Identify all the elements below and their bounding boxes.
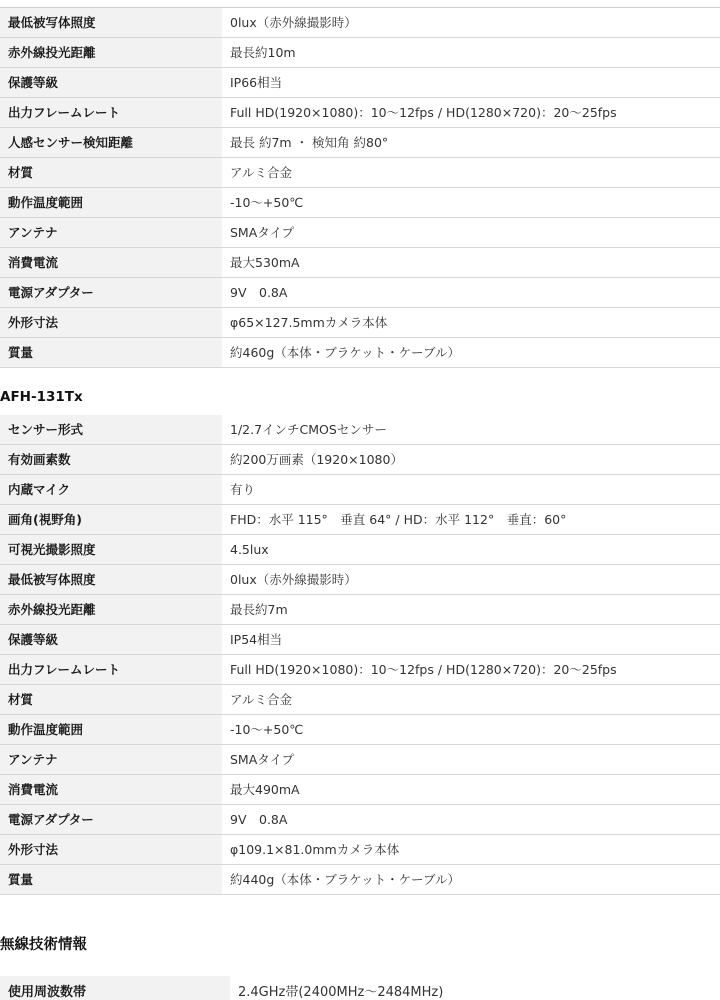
spec-value: 最大530mA [222,248,720,278]
table-row [0,38,720,68]
model-heading: AFH-131Tx [0,389,83,405]
spec-label: 質量 [0,865,222,895]
spec-value: 約200万画素（1920×1080） [222,445,720,475]
table-row [0,745,720,775]
spec-label: 赤外線投光距離 [0,38,222,68]
spec-value: IP66相当 [222,68,720,98]
table-row [0,775,720,805]
spec-value: FHD：水平 115° 垂直 64° / HD：水平 112° 垂直：60° [222,505,720,535]
spec-table-afh-131tx [0,415,720,895]
table-row [0,68,720,98]
table-row [0,98,720,128]
wireless-section-heading: 無線技術情報 [0,937,87,953]
spec-label: 人感センサー検知距離 [0,128,222,158]
spec-value: 有り [222,475,720,505]
spec-value: アルミ合金 [222,158,720,188]
spec-label: センサー形式 [0,415,222,445]
spec-label: 消費電流 [0,775,222,805]
table-row [0,835,720,865]
spec-value: φ65×127.5mmカメラ本体 [222,308,720,338]
spec-value: 約460g（本体・ブラケット・ケーブル） [222,338,720,368]
spec-value: 4.5lux [222,535,720,565]
spec-label: 外形寸法 [0,308,222,338]
spec-label: 動作温度範囲 [0,188,222,218]
table-row [0,308,720,338]
table-row [0,655,720,685]
spec-value: Full HD(1920×1080)：10～12fps / HD(1280×720)：20～25fps [222,98,720,128]
spec-value: 0lux（赤外線撮影時） [222,565,720,595]
table-row [0,715,720,745]
table-row [0,595,720,625]
spec-value: 最長約7m [222,595,720,625]
table-row [0,218,720,248]
spec-value: IP54相当 [222,625,720,655]
spec-value: 9V 0.8A [222,278,720,308]
spec-label: 使用周波数帯 [0,976,230,1000]
spec-value: 約440g（本体・ブラケット・ケーブル） [222,865,720,895]
table-row [0,8,720,38]
spec-label: 出力フレームレート [0,98,222,128]
spec-label: 外形寸法 [0,835,222,865]
spec-label: 動作温度範囲 [0,715,222,745]
spec-label: 画角(視野角) [0,505,222,535]
spec-value: 1/2.7インチCMOSセンサー [222,415,720,445]
table-row [0,625,720,655]
table-row [0,128,720,158]
table-row [0,805,720,835]
spec-label: 内蔵マイク [0,475,222,505]
spec-label: アンテナ [0,218,222,248]
spec-value: 最長 約7m ・ 検知角 約80° [222,128,720,158]
table-row [0,505,720,535]
spec-label: 最低被写体照度 [0,8,222,38]
spec-label: 有効画素数 [0,445,222,475]
wireless-spec-table [0,976,720,1000]
spec-value: 最長約10m [222,38,720,68]
table-row [0,976,720,1000]
spec-label: 可視光撮影照度 [0,535,222,565]
spec-value: SMAタイプ [222,745,720,775]
spec-label: 保護等級 [0,625,222,655]
spec-table-previous-model [0,8,720,368]
spec-label: 材質 [0,158,222,188]
table-row [0,535,720,565]
spec-label: 赤外線投光距離 [0,595,222,625]
spec-label: 消費電流 [0,248,222,278]
table-row [0,415,720,445]
table-row [0,158,720,188]
spec-value: -10～+50℃ [222,188,720,218]
table-row [0,685,720,715]
spec-label: 保護等級 [0,68,222,98]
spec-label: 最低被写体照度 [0,565,222,595]
table-row [0,565,720,595]
spec-value: φ109.1×81.0mmカメラ本体 [222,835,720,865]
table-row [0,865,720,895]
spec-table-body [0,8,720,368]
spec-label: 電源アダプター [0,278,222,308]
spec-value: 2.4GHz帯(2400MHz～2484MHz) [230,976,720,1000]
spec-label: 電源アダプター [0,805,222,835]
table-row [0,248,720,278]
spec-label: 材質 [0,685,222,715]
spec-value: 0lux（赤外線撮影時） [222,8,720,38]
top-divider [0,0,720,8]
spec-label: 質量 [0,338,222,368]
table-row [0,188,720,218]
spec-value: Full HD(1920×1080)：10～12fps / HD(1280×720)：20～25fps [222,655,720,685]
table-row [0,445,720,475]
spec-value: アルミ合金 [222,685,720,715]
spec-value: SMAタイプ [222,218,720,248]
table-row [0,475,720,505]
spec-label: 出力フレームレート [0,655,222,685]
spec-table-body [0,976,720,1000]
spec-value: 9V 0.8A [222,805,720,835]
spec-value: 最大490mA [222,775,720,805]
spec-table-body [0,415,720,895]
table-row [0,338,720,368]
table-row [0,278,720,308]
spec-value: -10～+50℃ [222,715,720,745]
spec-label: アンテナ [0,745,222,775]
